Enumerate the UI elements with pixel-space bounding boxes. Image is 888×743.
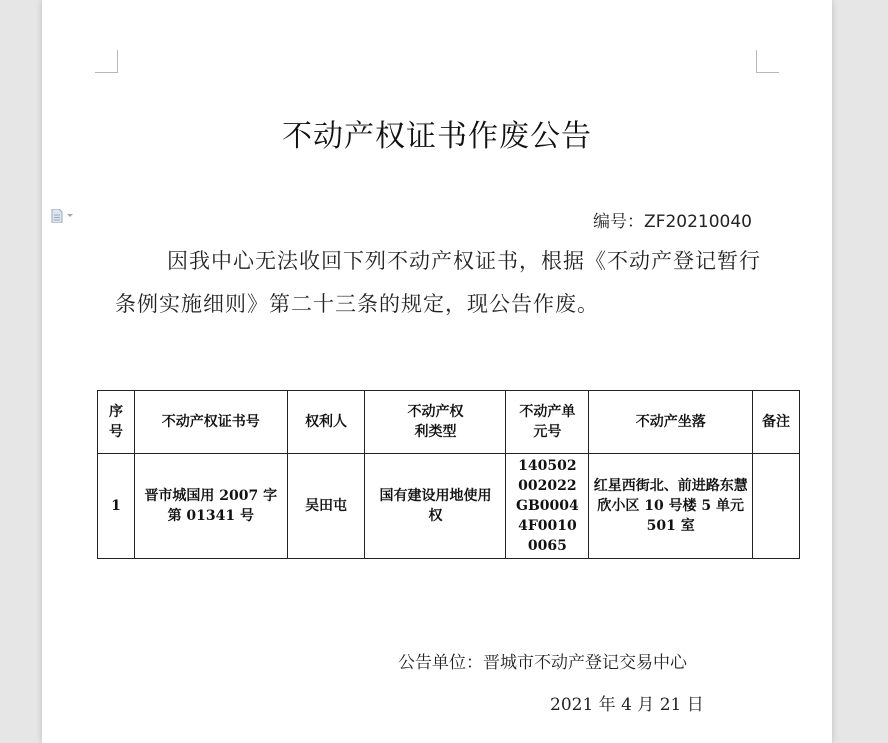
notice-date: 2021 年 4 月 21 日 [550, 695, 704, 715]
cell-location: 红星西街北、前进路东慧欣小区 10 号楼 5 单元 501 室 [589, 454, 753, 559]
cell-owner: 吴田屯 [287, 454, 365, 559]
header-owner: 权利人 [287, 391, 365, 454]
header-remarks: 备注 [753, 391, 800, 454]
cell-certificate-number: 晋市城国用 2007 字第 01341 号 [134, 454, 287, 559]
header-location: 不动产坐落 [589, 391, 753, 454]
page-margin-corner-top-right [756, 50, 779, 73]
document-number: 编号：ZF20210040 [593, 212, 752, 232]
notice-body: 因我中心无法收回下列不动产权证书，根据《不动产登记暂行条例实施细则》第二十三条的规定，现公告作废。 [115, 249, 761, 316]
document-page [42, 0, 832, 743]
header-right-type: 不动产权利类型 [365, 391, 506, 454]
document-icon[interactable] [51, 209, 75, 223]
page-margin-corner-top-left [95, 50, 118, 73]
table-header-row [98, 391, 800, 454]
cell-serial: 1 [98, 454, 135, 559]
notice-title: 不动产权证书作废公告 [282, 119, 592, 154]
publisher: 公告单位：晋城市不动产登记交易中心 [398, 653, 687, 673]
header-certificate-number: 不动产权证书号 [134, 391, 287, 454]
cell-remarks [753, 454, 800, 559]
header-unit-number: 不动产单元号 [506, 391, 589, 454]
cell-right-type: 国有建设用地使用权 [365, 454, 506, 559]
table-row [98, 454, 800, 559]
cell-unit-number: 140502002022GB00044F00100065 [506, 454, 589, 559]
header-serial: 序号 [98, 391, 135, 454]
certificate-table [97, 390, 800, 559]
